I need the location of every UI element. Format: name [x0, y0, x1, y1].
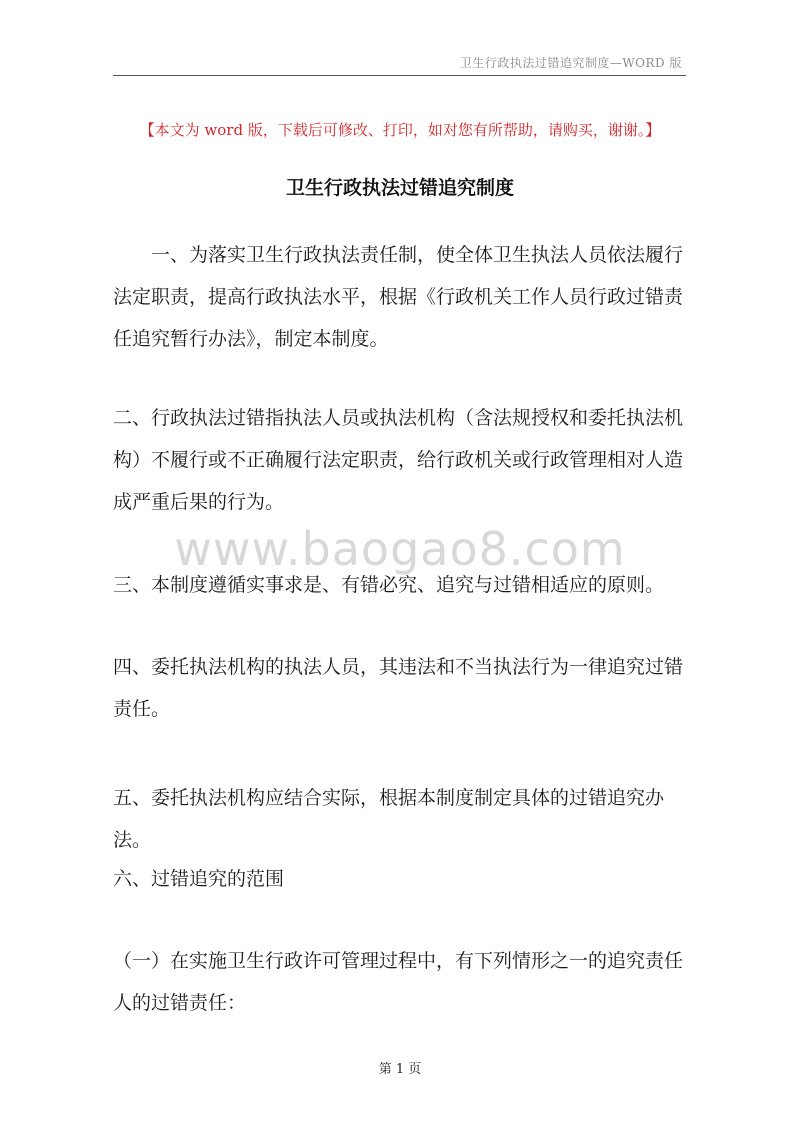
- paragraph-4: 四、委托执法机构的执法人员，其违法和不当执法行为一律追究过错责任。: [113, 656, 684, 720]
- watermark: www.baogao8.com: [174, 522, 626, 576]
- paragraph-3: 三、本制度遵循实事求是、有错必究、追究与过错相适应的原则。: [113, 574, 665, 596]
- paragraph-5: 五、委托执法机构应结合实际，根据本制度制定具体的过错追究办法。: [113, 787, 665, 851]
- paragraph-1: 一、为落实卫生行政执法责任制，使全体卫生执法人员依法履行法定职责，提高行政执法水平，根据《行政机关工作人员行政过错责任追究暂行办法》，制定本制度。: [113, 244, 684, 350]
- header-divider: [113, 75, 686, 76]
- document-title: 卫生行政执法过错追究制度: [285, 177, 514, 199]
- download-notice: 【本文为 word 版，下载后可修改、打印，如对您有所帮助，请购买，谢谢。】: [139, 121, 661, 139]
- page-number: 第 1 页: [378, 1062, 422, 1077]
- paragraph-6: 六、过错追究的范围: [113, 868, 285, 890]
- running-header: 卫生行政执法过错追究制度—WORD 版: [459, 56, 682, 70]
- paragraph-2: 二、行政执法过错指执法人员或执法机构（含法规授权和委托执法机构）不履行或不正确履行法定职责，给行政机关或行政管理相对人造成严重后果的行为。: [113, 407, 684, 513]
- paragraph-7: （一）在实施卫生行政许可管理过程中，有下列情形之一的追究责任人的过错责任：: [113, 950, 684, 1014]
